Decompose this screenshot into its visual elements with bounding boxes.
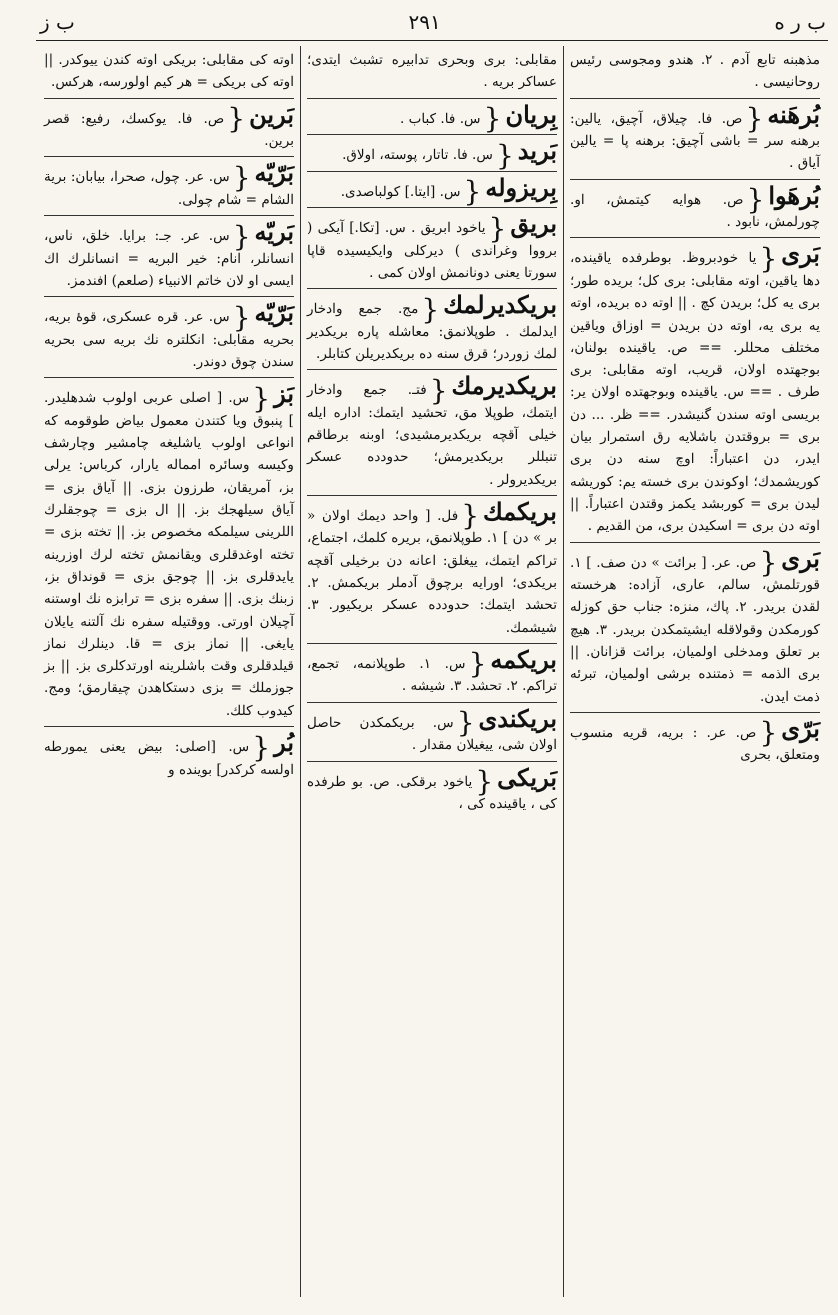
- brace-glyph: {: [759, 546, 778, 580]
- dictionary-entry: [307, 46, 557, 98]
- brace-glyph: {: [463, 175, 482, 209]
- entry-definition: س. ١. طوپلانمه، تجمع، تراکم. ٢. تحشد. ٣. شیشه .: [307, 655, 557, 695]
- brace-glyph: {: [232, 219, 251, 253]
- brace-glyph: {: [461, 499, 480, 533]
- entry-definition: مذهبنه تابع آدم . ٢. هندو ومجوسی رئیس روحانیسی .: [570, 52, 821, 91]
- entry-definition: س. عر. جـ: برایا. خلق، ناس، انسانلر، انام: خیر البریه = انسانلرك اك ایسی او لان خاتم الانبیاء (صلعم) افندمز.: [44, 228, 294, 289]
- dictionary-entry: [44, 296, 294, 377]
- entry-definition: س. [ایتا.] کولباصدی.: [340, 183, 461, 200]
- entry-headword: بریکندی: [478, 703, 557, 733]
- entry-headword: بَری: [781, 543, 820, 573]
- entry-definition: مقابلی: بری وبحری تدابیره تشبث ایتدی؛ عساکر بریه .: [307, 52, 557, 91]
- brace-glyph: {: [495, 138, 514, 172]
- entry-definition: یاخود برقکی. ص. بو طرفده کی ، یاقینده کی ،: [307, 773, 557, 813]
- header-left-guide: ب ز: [40, 10, 75, 34]
- brace-glyph: {: [232, 160, 251, 194]
- entry-definition: یا خودبروظ. بوطرفده یاقینده، دها یاقین، اوته مقابلی: بری کل؛ بریده طور؛ بری یه کل؛ بریدن کچ . || اوته ده بریده، اوته یه بری یه، اوته دن بریدن = اوزاق ویاقین مختلف محللر. == ص. یاقینده بولنان، بوجهتده اولان، قریب، اوته مقابلی: بری طرف . == س. یاقینده وبوجهتده اولان یر: بریسی اوته سندن گنیشدر. == ظر. ... دن بری = بروقتدن باشلایه رق استمرار بیان ایدر، دن اعتباراً: اوچ سنه دن بری کوریشمدك؛ اوکوندن بری خسته یم: کوریشه لیدن بری = کوربشد یکمز وقتدن اعتباراً. || اوته دن بری = اسکیدن بری، من القدیم .: [570, 250, 820, 535]
- entry-headword: بَرّیّه: [254, 158, 294, 188]
- entry-definition: ص. عر. [ برائت » دن صف. ] ١. قورتلمش، سالم، عاری، آزاده: هرخسته لقدن بریدر. ٢. پاك، منزه: جناب حق کوزله کورمکدن وقولاقله ایشیتمکدن بریدر. ٣. هیچ بر تعلق ومدخلی اولمیان، برائت قزانان. || بری الذمه = ذمتنده برشی اولمیان، تبرئه ذمت ایدن.: [570, 554, 820, 705]
- dictionary-entry: [44, 726, 294, 785]
- brace-glyph: {: [252, 381, 271, 415]
- dictionary-entry: [44, 377, 294, 726]
- dictionary-entry: [570, 237, 820, 541]
- entry-headword: بَرید: [517, 136, 557, 166]
- dictionary-entry: [307, 288, 557, 369]
- column-right: [564, 46, 826, 1297]
- brace-glyph: {: [759, 241, 778, 275]
- entry-definition: مج. جمع وادخار ایدلمك . طوپلانمق: معاشله پاره بریکدیر لمك زوردر؛ قرق سنه ده بریکدیریلن کتابلر.: [307, 301, 557, 362]
- entry-headword: بریکمه: [490, 644, 557, 674]
- entry-headword: بَز: [274, 379, 294, 409]
- entry-headword: بُر: [274, 728, 294, 758]
- dictionary-entry: [570, 712, 820, 771]
- entry-definition: فل. [ واحد دیمك اولان « بر » دن ] ١. طوپلانمق، بریره کلمك، اجتماع، تراکم ایتمك، ییغلق: اعانه دن برخیلی آقچه بریکدی؛ اورایه برچوق آدملر بریکمش. ٢. تحشد ایتمك: حدودده عسکر بریکیور. ٣. شیشمك.: [307, 507, 557, 636]
- entry-definition: س. [اصلی: بیض یعنی یمورطه اولسه کرکدر] بوینده و: [44, 739, 294, 778]
- entry-headword: بَرّیّه: [254, 298, 294, 328]
- entry-definition: فتـ. جمع وادخار ایتمك، طوپلا مق، تحشید ایتمك: اداره ایله خیلی آقچه بریکدیرمشیدی؛ اوبنه برطاقم تنبللر بریکدیرمش؛ حدودده عسکر بریکدیرولر .: [307, 382, 557, 488]
- brace-glyph: {: [468, 647, 487, 681]
- brace-glyph: {: [475, 765, 494, 799]
- dictionary-entry: [307, 702, 557, 761]
- brace-glyph: {: [746, 183, 765, 217]
- entry-definition: س. فا. کباب .: [399, 110, 481, 127]
- brace-glyph: {: [759, 716, 778, 750]
- entry-headword: بُرهَنه: [767, 99, 820, 129]
- entry-definition: س. فا. تاتار، پوسته، اولاق.: [342, 147, 493, 164]
- entry-definition: اوته کی مقابلی: بریکی اوته کندن ییوکدر. || اوته کی بریکی = هر کیم اولورسه، هرکس.: [44, 52, 294, 91]
- dictionary-entry: [307, 495, 557, 643]
- entry-definition: س. عر. قره عسکری، قوهٔ بریه، بحریه مقابلی: انکلتره نك بریه سی بحریه سندن چوق دوندر.: [44, 309, 294, 371]
- entry-headword: بَری: [781, 239, 820, 269]
- column-left: [38, 46, 301, 1297]
- brace-glyph: {: [421, 292, 440, 326]
- column-middle: [301, 46, 564, 1297]
- dictionary-entry: [570, 98, 820, 179]
- dictionary-entry: [44, 98, 294, 157]
- entry-definition: س. عر. چول، صحرا، بیابان: بریة الشام = شام چولی.: [44, 169, 294, 208]
- entry-headword: بَریکی: [497, 762, 557, 792]
- header-right-guide: ب ر ه: [774, 10, 826, 34]
- dictionary-entry: [307, 369, 557, 495]
- entry-headword: بُرهَوا: [768, 180, 820, 210]
- dictionary-entry: [44, 156, 294, 215]
- dictionary-entry: [570, 46, 820, 98]
- dictionary-entry: [570, 179, 820, 238]
- entry-headword: بِریزوله: [485, 172, 557, 202]
- dictionary-entry: [307, 207, 557, 288]
- entry-definition: ص. هوایه کیتمش، او. چورلمش، نابود .: [570, 191, 820, 231]
- dictionary-entry: [307, 98, 557, 135]
- page-header: [40, 8, 826, 36]
- header-rule: [36, 40, 828, 41]
- brace-glyph: {: [227, 102, 246, 136]
- brace-glyph: {: [745, 102, 764, 136]
- entry-headword: بَرین: [249, 99, 294, 129]
- dictionary-entry: [44, 46, 294, 98]
- entry-definition: ص. فا. چیلاق، آچیق، یالین: برهنه سر = باشی آچیق: برهنه پا = یالین آیاق .: [570, 110, 820, 172]
- brace-glyph: {: [252, 730, 271, 764]
- entry-definition: س. [ اصلی عربی اولوب شدهلیدر. ] پنبوق ویا کتندن معمول بیاض طوقومه که انواعی اولوب یاشلیغه چامشیر وچارشف وکیسه وسائره امماله یارار، کرباس: یرلی بز، آمریقان، طرزون بزی. || آیاق بزی = آیاق سیلهجك بز. || ال بزی = چوجقلرك اللرینی سیلمکه مخصوص بز. || تخته بزی = تخته اوغدقلری ویقانمش تخته لرك اوزرینه یایدقلری بز. || چوجق بزی = قونداق بز، زبنك بزی. || سفره بزی = ترابزه نك اوستنه آچیلان اورتی. ووقتیله سفره نك آلتنه یایلان یایغی. || نماز بزی = قا. دینلرك نماز قیلدقلری وقت باشلرینه اورتدکلری بز. || بز جوزملك = بزی دستکاهدن چیقارمق؛ ومج. کیدوب کلك.: [44, 390, 294, 719]
- entry-definition: یاخود ابریق . س. [تکا.] آیکی ( برووا وغراندی ) دیرکلی وایکیسیده قاپا سورتا یعنی دونانمش اولان کمی .: [307, 220, 557, 281]
- dictionary-entry: [44, 215, 294, 296]
- entry-headword: بریکدیرمك: [451, 371, 557, 401]
- dictionary-entry: [307, 643, 557, 702]
- entry-definition: س. بریکمکدن حاصل اولان شی، ییغیلان مقدار .: [307, 714, 557, 754]
- brace-glyph: {: [488, 211, 507, 245]
- entry-headword: بِریان: [505, 99, 557, 129]
- entry-headword: بریکدیرلمك: [443, 290, 557, 320]
- brace-glyph: {: [429, 373, 448, 407]
- dictionary-entry: [307, 134, 557, 171]
- dictionary-columns: [38, 46, 826, 1297]
- entry-definition: ص. فا. یوکسك، رفیع: قصر برین.: [44, 110, 294, 150]
- page-number: ٢٩١: [408, 10, 441, 34]
- entry-headword: بریکمك: [483, 496, 557, 526]
- brace-glyph: {: [483, 102, 502, 136]
- dictionary-entry: [307, 171, 557, 208]
- dictionary-entry: [307, 761, 557, 820]
- brace-glyph: {: [456, 706, 475, 740]
- entry-headword: بَریّه: [254, 217, 294, 247]
- brace-glyph: {: [232, 300, 251, 334]
- dictionary-entry: [570, 542, 820, 712]
- entry-definition: ص. عر. : بریه، قریه منسوب ومتعلق، بحری: [570, 724, 820, 764]
- entry-headword: بَرّی: [781, 713, 820, 743]
- entry-headword: بریق: [510, 209, 557, 239]
